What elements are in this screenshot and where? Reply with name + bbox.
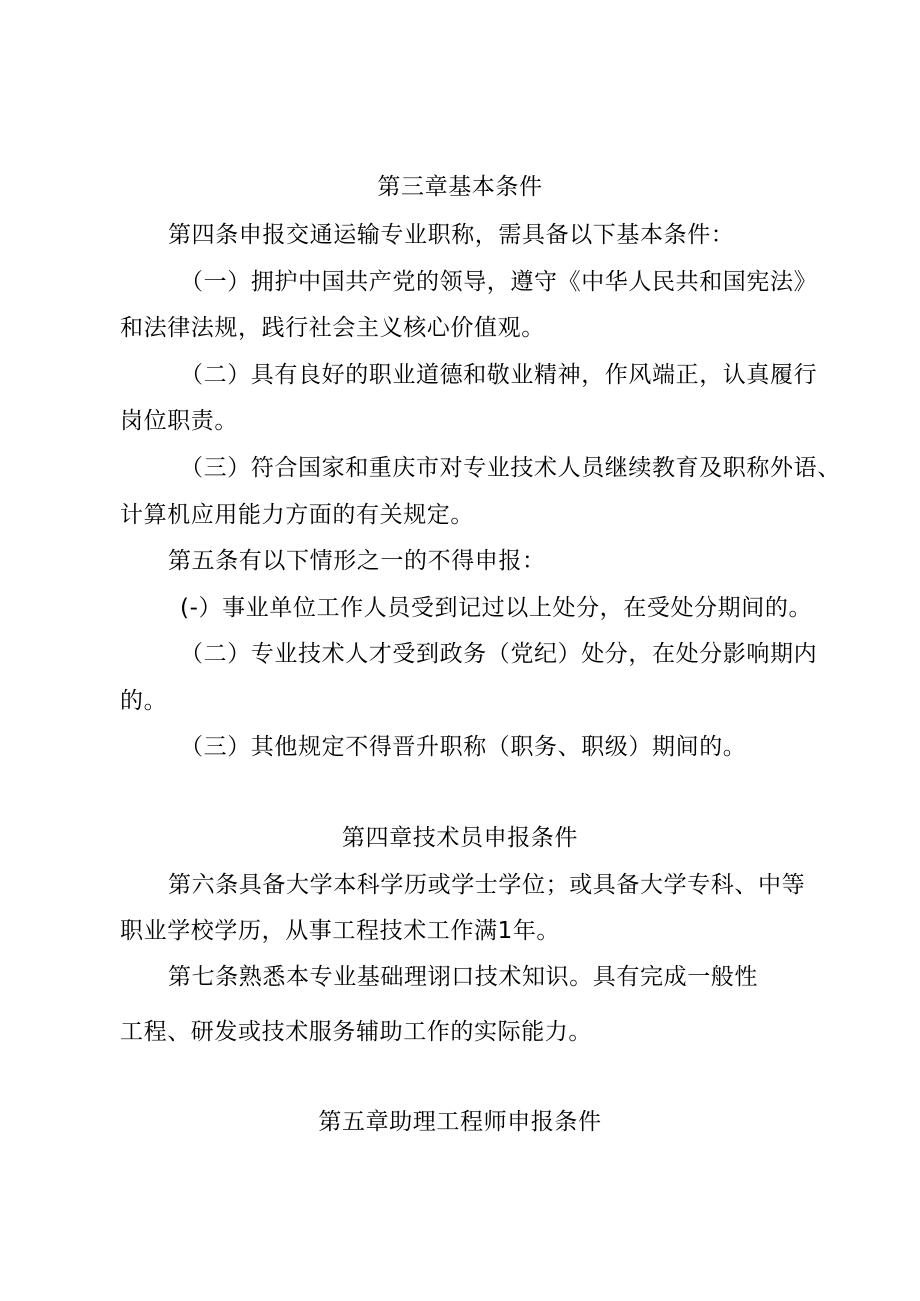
article-5-item-2-line-1: （二）专业技术人才受到政务（党纪）处分，在处分影响期内 [180,641,818,667]
article-6-line-2: 职业学校学历，从事工程技术工作满1年。 [120,918,561,944]
article-4-item-2-line-1: （二）具有良好的职业道德和敬业精神，作风端正，认真履行 [180,362,818,388]
article-4-item-1-line-1: （一）拥护中国共产党的领导，遵守《中华人民共和国宪法》 [180,269,818,295]
article-5-item-3: （三）其他规定不得晋升职称（职务、职级）期间的。 [180,734,747,760]
article-6-line-1: 第六条具备大学本科学历或学士学位；或具备大学专科、中等 [168,872,806,898]
chapter-3-title: 第三章基本条件 [377,174,543,200]
article-5-item-1: (-）事业单位工作人员受到记过以上处分，在受处分期间的。 [180,595,813,621]
chapter-5-title: 第五章助理工程师申报条件 [318,1109,602,1135]
article-4-item-3-line-1: （三）符合国家和重庆市对专业技术人员继续教育及职称外语、 [180,455,841,481]
article-7-line-2: 工程、研发或技术服务辅助工作的实际能力。 [120,1019,592,1045]
article-7-line-1: 第七条熟悉本专业基础理诩口技术知识。具有完成一般性 [168,964,758,990]
article-4-item-1-line-2: 和法律法规，践行社会主义核心价值观。 [120,315,545,341]
article-4-heading: 第四条申报交通运输专业职称，需具备以下基本条件： [168,222,735,248]
article-5-heading: 第五条有以下情形之一的不得申报： [168,548,546,574]
article-4-item-3-line-2: 计算机应用能力方面的有关规定。 [120,502,474,528]
chapter-4-title: 第四章技术员申报条件 [342,825,578,851]
article-4-item-2-line-2: 岗位职责。 [120,408,238,434]
article-5-item-2-line-2: 的。 [120,688,168,714]
